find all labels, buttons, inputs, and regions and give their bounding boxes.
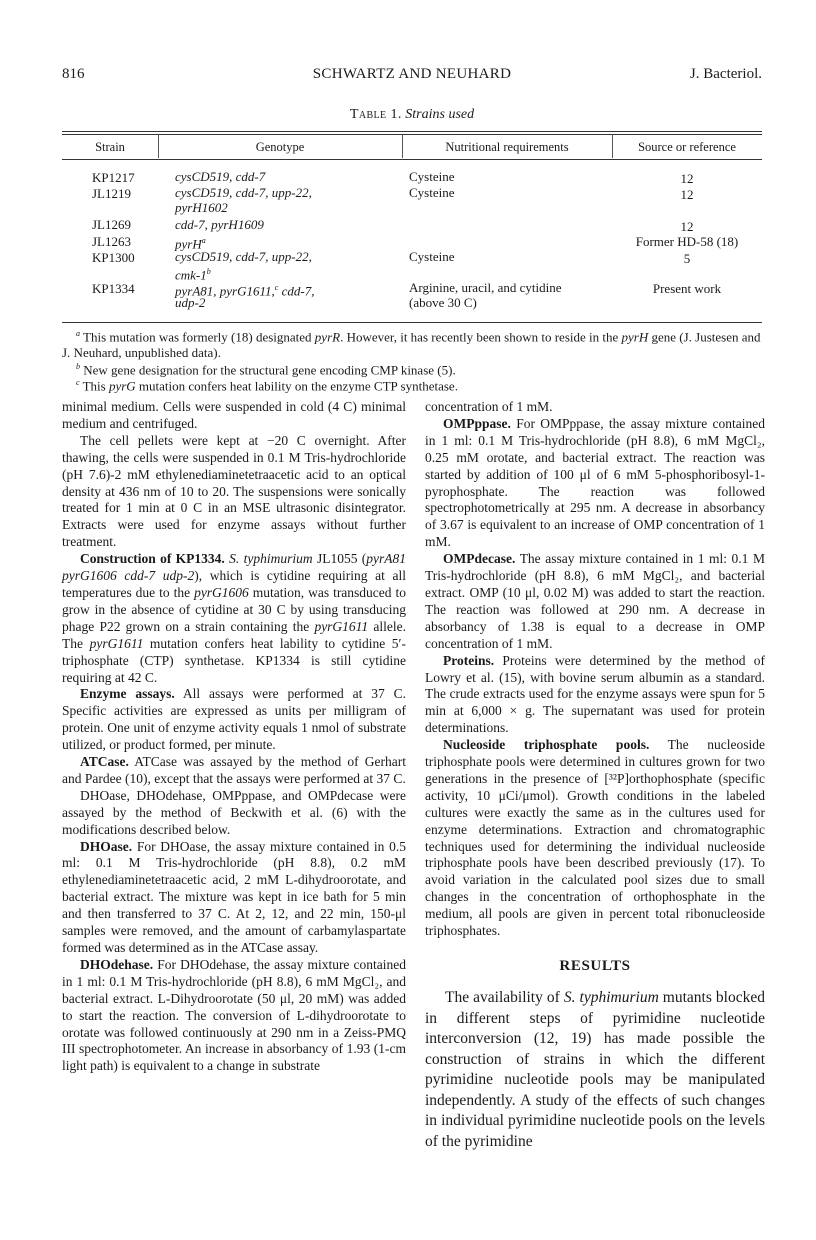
- table-cell-genotype: cysCD519, cdd-7, upp-22,: [175, 185, 312, 200]
- table-cell-genotype: cysCD519, cdd-7, upp-22,: [175, 249, 312, 264]
- table-bottom-rule: [62, 322, 762, 323]
- paragraph: The cell pellets were kept at −20 C overnight. After thawing, the cells were suspended in 0.1 M Tris-hydrochloride (pH 7.6)-2 mM ethylenediaminetetraacetic acid to an optical density at 436 nm of 10 to 20. The suspensions were sonically treated for 1 min at 0 C in an MSE ultrasonic disintegrator. Extracts were used for enzyme assays without further treatment.: [62, 432, 406, 550]
- table-cell-requirement-cont: (above 30 C): [409, 295, 477, 310]
- section-run-in-heading: Nucleoside triphosphate pools.: [443, 737, 650, 753]
- paragraph: Construction of KP1334. S. typhimurium JL1055 (pyrA81 pyrG1606 cdd-7 udp-2), which is cytidine requiring at all temperatures due to the pyrG1606 mutation, was transduced to grow in the absence of cytidine at 30 C by using transducing phage P22 grown on a strain containing the pyrG1611 allele. The pyrG1611 mutation confers heat lability to cytidine 5′-triphosphate (CTP) synthetase. KP1334 is still cytidine requiring at 42 C.: [62, 551, 407, 685]
- paragraph: ATCase. ATCase was assayed by the method of Gerhart and Pardee (10), except that the assays were performed at 37 C.: [62, 754, 406, 786]
- results-paragraph: The availability of S. typhimurium mutants blocked in different steps of pyrimidine nucleotide interconversion (12, 19) has made possible the construction of strains in which the different pyrimidine nucleotide pools may be manipulated independently. A study of the effects of such changes in individual pyrimidine nucleotide pools on the levels of the pyrimidine: [425, 989, 765, 1150]
- section-run-in-heading: DHOase.: [80, 838, 133, 854]
- column-header-requirements: Nutritional requirements: [445, 140, 569, 154]
- paragraph: minimal medium. Cells were suspended in cold (4 C) minimal medium and centrifuged.: [62, 399, 406, 431]
- section-run-in-heading: Construction of KP1334.: [80, 551, 225, 567]
- left-column: [62, 399, 406, 1075]
- table-cell-source: Present work: [652, 281, 722, 296]
- table-cell-source: 5: [683, 251, 691, 266]
- table-header-rule: [62, 159, 762, 160]
- table-cell-genotype: cdd-7, pyrH1609: [175, 217, 264, 232]
- footnote-marker: c: [274, 283, 279, 292]
- footnote-marker: a: [201, 236, 206, 245]
- paragraph: DHOase. For DHOase, the assay mixture contained in 0.5 ml: 0.1 M Tris-hydrochloride (pH 8.8), 0.2 mM ethylenediaminetetraacetic acid, 2 mM L-dihydroorotate, and bacterial extract. The mixture was kept in ice bath for 5 min and then transferred to 37 C. At 2, 12, and 22 min, 150-μl samples were removed, and the amount of carbamylaspartate formed was determined as in the ATCase assay.: [62, 838, 406, 955]
- page-number: 816: [62, 66, 85, 82]
- table-cell-genotype: pyrH$^a$: [175, 236, 206, 252]
- table-cell-source: Former HD-58 (18): [635, 234, 739, 249]
- table-footnote-c: $^c$ This pyrG mutation confers heat lability on the enzyme CTP synthetase.: [76, 378, 458, 394]
- running-header: [62, 66, 762, 90]
- paragraph: DHOdehase. For DHOdehase, the assay mixture contained in 1 ml: 0.1 M Tris-hydrochloride (pH 8.8), 6 mM MgCl₂, and bacterial extract. L-Dihydroorotate (50 μl, 20 mM) was added to start the reaction. The conversion of L-dihydroorotate to orotate was followed continuously at 290 nm in a Zeiss-PMQ III spectrophotometer. An increase in absorbancy of 1.93 (1-cm light path) is equivalent to a change in substrate: [62, 956, 406, 1074]
- table-top-rule: [62, 131, 762, 132]
- section-run-in-heading: OMPppase.: [443, 415, 511, 431]
- table-cell-strain: JL1269: [92, 217, 131, 232]
- paragraph: Proteins. Proteins were determined by the method of Lowry et al. (15), with bovine serum albumin as a standard. The crude extracts used for the enzyme assays were spun for 5 min at 6,000 × g. The supernatant was used for protein determinations.: [425, 652, 766, 736]
- running-authors: SCHWARTZ AND NEUHARD: [312, 66, 512, 82]
- journal-name: J. Bacteriol.: [689, 66, 762, 82]
- table-title: [62, 107, 762, 123]
- column-header-strain: Strain: [95, 140, 125, 154]
- right-column: [425, 399, 765, 940]
- footnote-marker: b: [206, 267, 211, 276]
- paragraph: Enzyme assays. All assays were performed at 37 C. Specific activities are expressed as units per milligram of protein. One unit of enzyme activity equals 1 nmol of substrate utilized, or product formed, per minute.: [62, 686, 406, 753]
- table-cell-strain: JL1263: [92, 234, 131, 249]
- table-cell-source: 12: [680, 219, 694, 234]
- paragraph: OMPppase. For OMPppase, the assay mixture contained in 1 ml: 0.1 M Tris-hydrochloride (pH 8.8), 6 mM MgCl₂, 0.25 mM orotate, and bacterial extract. The reaction was started by addition of 100 μl of 6 mM 5-phosphoribosyl-1-pyrophosphate. The reaction was followed spectrophotometrically at 295 nm. A decrease in absorbancy of 3.67 is equivalent to an increase of OMP concentration of 1 mM.: [425, 415, 765, 550]
- table-cell-strain: KP1300: [92, 250, 135, 265]
- column-header-source: Source or reference: [638, 140, 736, 154]
- table-cell-requirement: Cysteine: [409, 249, 455, 264]
- table-cell-strain: KP1334: [92, 281, 135, 296]
- table-footnote-a: $^a$ This mutation was formerly (18) designated pyrR. However, it has recently been shown to reside in the pyrH gene (J. Justesen and J. Neuhard, unpublished data).: [62, 329, 761, 361]
- table-cell-source: 12: [680, 187, 694, 202]
- table-cell-genotype-cont: cmk-1$^b$: [175, 267, 211, 283]
- section-run-in-heading: DHOdehase.: [80, 956, 154, 972]
- table-cell-genotype: cysCD519, cdd-7: [175, 169, 266, 184]
- section-run-in-heading: OMPdecase.: [443, 551, 516, 567]
- table-cell-requirement: Arginine, uracil, and cytidine: [409, 280, 562, 295]
- table-footnote-b: $^b$ New gene designation for the structural gene encoding CMP kinase (5).: [76, 362, 456, 378]
- column-header-genotype: Genotype: [255, 140, 305, 154]
- table-label: Table 1.: [349, 107, 402, 122]
- paragraph: OMPdecase. The assay mixture contained in 1 ml: 0.1 M Tris-hydrochloride (pH 8.8), 6 mM MgCl₂, and bacterial extract. OMP (10 μl, 0.02 M) was added to start the reaction. The reaction was followed at 290 nm. A decrease in absorbancy of 1.38 is equal to a decrease in OMP concentration of 1 mM.: [425, 551, 766, 651]
- paragraph: DHOase, DHOdehase, OMPppase, and OMPdecase were assayed by the method of Beckwith et al. (6) with the modifications described below.: [62, 787, 406, 837]
- section-run-in-heading: Enzyme assays.: [80, 686, 175, 702]
- table-cell-requirement: Cysteine: [409, 169, 455, 184]
- table-cell-requirement: Cysteine: [409, 185, 455, 200]
- table-cell-genotype-cont: pyrH1602: [175, 200, 228, 215]
- paragraph: Nucleoside triphosphate pools. The nucleoside triphosphate pools were determined in cultures grown for two generations in the presence of [³²P]orthophosphate (specific activity, 10 μCi/μmol). Growth conditions in the labeled cultures were exactly the same as in the cultures used for enzyme determinations. Extraction and chromatographic techniques used for determining the individual nucleoside triphosphate pools have been described previously (17). To avoid variation in the calculated pool sizes due to small changes in the concentration of orthophosphate in the medium, all pools are given in percent total ribonucleoside triphosphates.: [425, 737, 765, 939]
- table-caption: Strains used: [405, 107, 475, 122]
- table-cell-genotype: pyrA81, pyrG1611,$^c$ cdd-7,: [175, 283, 315, 299]
- table-cell-strain: JL1219: [92, 186, 131, 201]
- table-cell-genotype-cont: udp-2: [175, 295, 206, 310]
- table-top-rule-inner: [62, 134, 762, 135]
- paragraph: concentration of 1 mM.: [425, 399, 553, 414]
- table-cell-source: 12: [680, 171, 694, 186]
- table-cell-strain: KP1217: [92, 170, 135, 185]
- results-heading: RESULTS: [559, 958, 631, 974]
- section-run-in-heading: ATCase.: [80, 754, 129, 770]
- section-run-in-heading: Proteins.: [443, 652, 495, 668]
